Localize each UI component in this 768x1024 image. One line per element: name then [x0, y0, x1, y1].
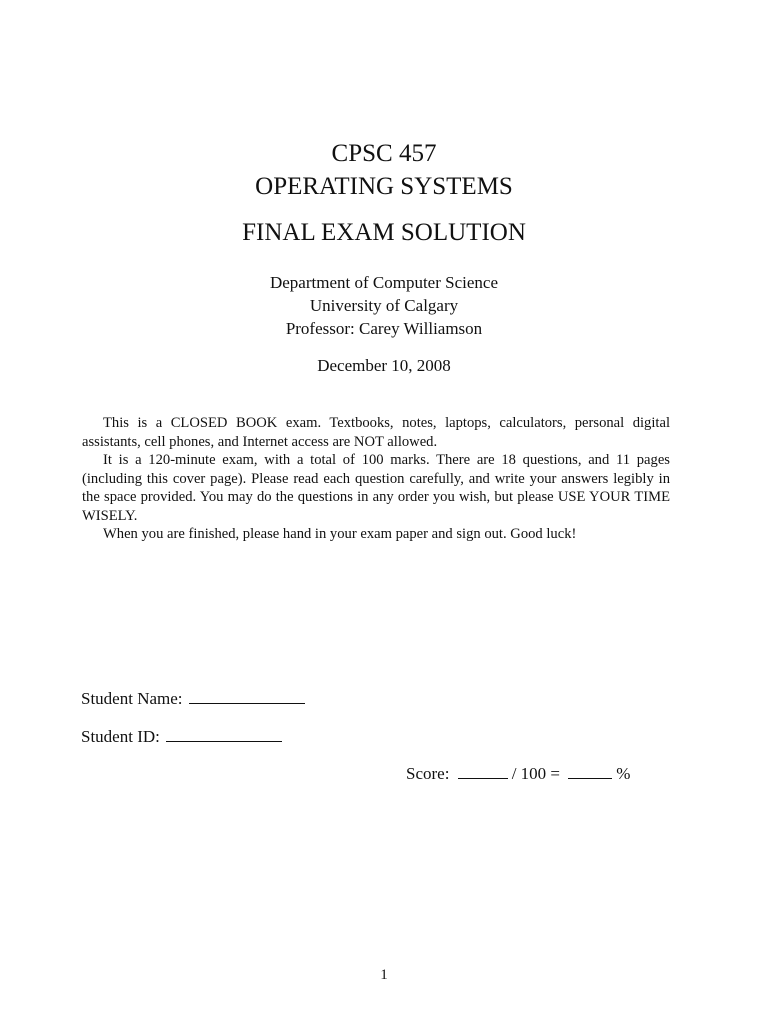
student-id-blank — [166, 741, 282, 742]
page-number: 1 — [380, 967, 388, 983]
course-code: CPSC 457 — [331, 140, 437, 167]
score-points-blank — [458, 778, 508, 779]
score-label: Score: — [406, 764, 450, 783]
professor: Professor: Carey Williamson — [285, 319, 483, 338]
course-info — [0, 271, 768, 340]
score-percent-blank — [568, 778, 612, 779]
student-name-label: Student Name: — [81, 689, 183, 708]
student-name-blank — [189, 703, 305, 704]
exam-date: December 10, 2008 — [317, 356, 451, 375]
student-id-row — [81, 726, 282, 748]
instruction-paragraph: When you are finished, please hand in your exam paper and sign out. Good luck! — [103, 526, 577, 542]
student-id-label: Student ID: — [81, 727, 160, 746]
instruction-paragraph: This is a CLOSED BOOK exam. Textbooks, notes, laptops, calculators, personal digital assistants, cell phones, and Internet access are NOT allowed. — [82, 415, 670, 450]
score-percent-sign: % — [616, 764, 631, 783]
exam-title: FINAL EXAM SOLUTION — [242, 219, 526, 246]
score-row — [406, 763, 630, 785]
course-name: OPERATING SYSTEMS — [255, 173, 513, 200]
exam-instructions — [82, 414, 670, 544]
student-name-row — [81, 688, 305, 710]
university: University of Calgary — [309, 296, 459, 315]
instruction-paragraph: It is a 120-minute exam, with a total of 100 marks. There are 18 questions, and 11 pages (including this cover page). Please read each question carefully, and write your answers legibly in the space provided. You may do the questions in any order you wish, but please USE YOUR TIME WISELY. — [82, 452, 670, 524]
score-total: / 100 = — [511, 764, 560, 783]
department: Department of Computer Science — [269, 273, 498, 292]
